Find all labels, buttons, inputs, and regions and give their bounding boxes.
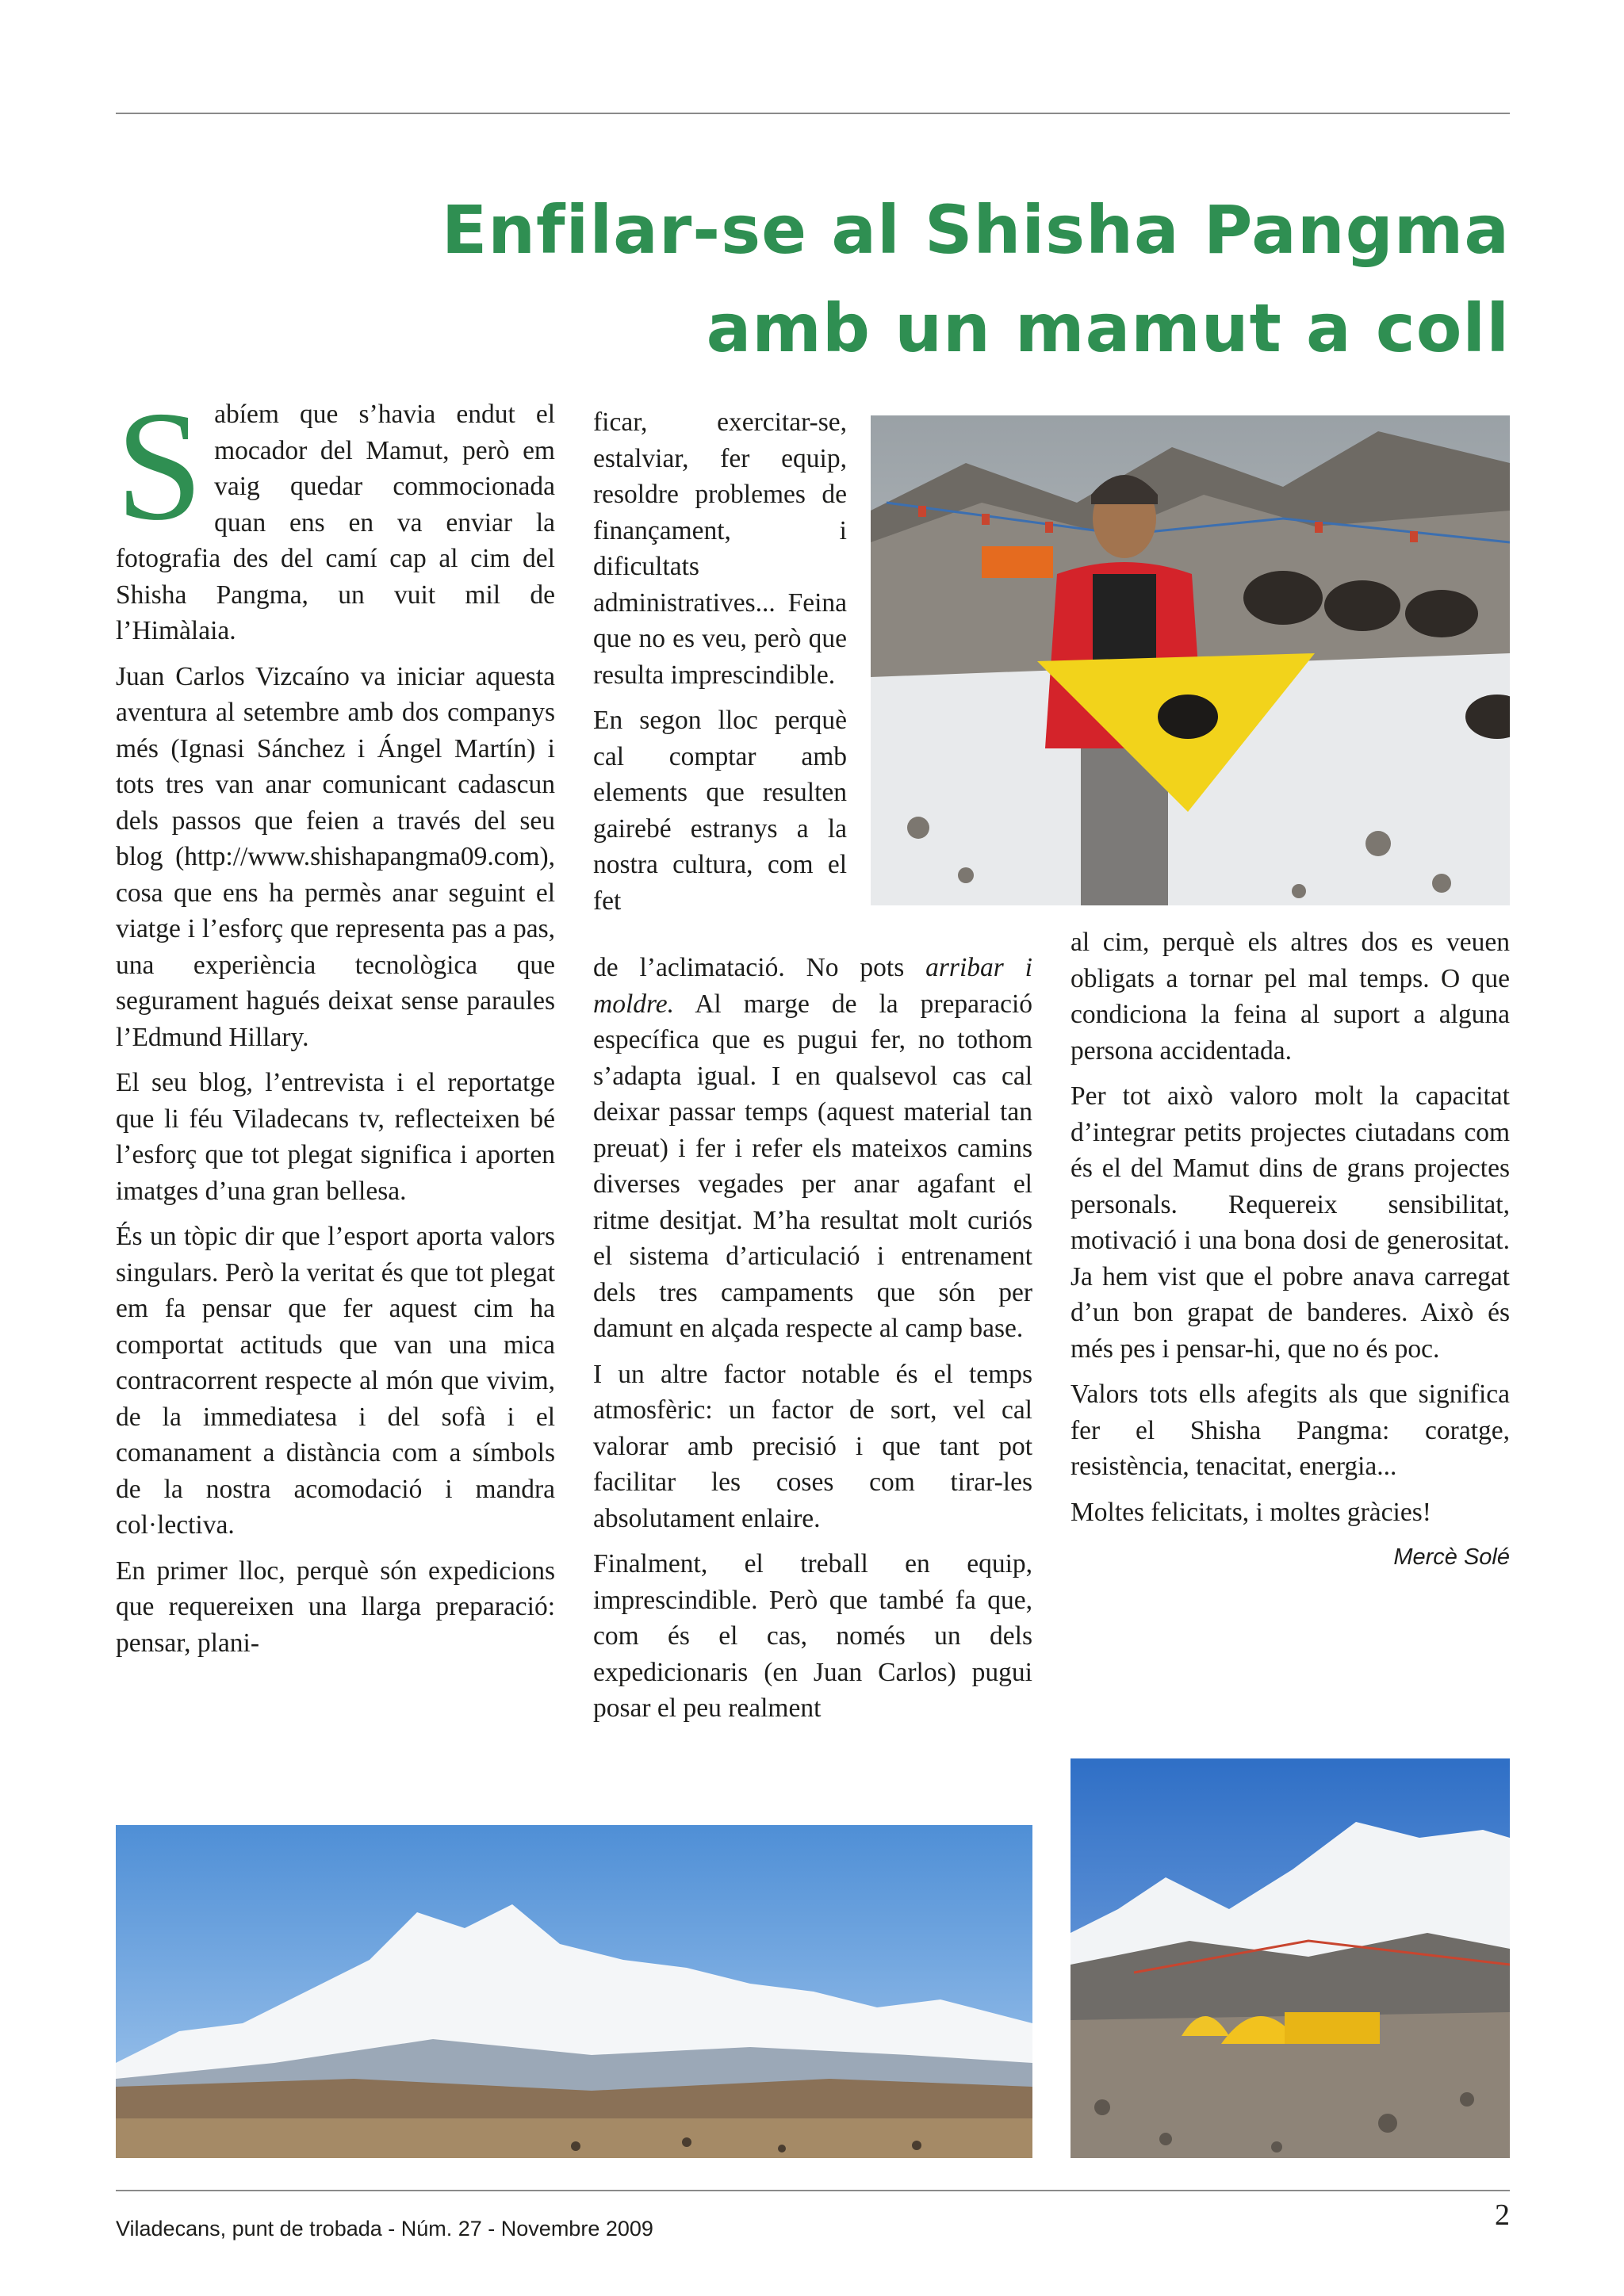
- article-title: [320, 181, 1510, 377]
- top-rule: [116, 113, 1510, 114]
- article-column-2-top: [593, 404, 847, 919]
- title-line-1: Enfilar-se al Shisha Pangma: [441, 191, 1510, 269]
- publication-info: Viladecans, punt de trobada - Núm. 27 - Novembre 2009: [116, 2217, 653, 2241]
- paragraph: I un altre factor notable és el temps atmosfèric: un factor de sort, vel cal valorar amb precisió i que tant pot facilitar les coses com tirar-les absolutament enlaire.: [593, 1359, 1032, 1533]
- paragraph: Moltes felicitats, i moltes gràcies!: [1071, 1497, 1431, 1527]
- paragraph: Juan Carlos Vizcaíno va iniciar aquesta aventura al setembre amb dos companys més (Ignasi Sánchez i Ángel Martín) i tots tres van anar comunicant cadascun dels passos que feien a través del seu blog (http://www.shishapangma09.com), cosa que ens ha permès anar seguint el viatge i l’esforç que representa pas a pas, una experiència tecnològica que segurament hagués deixat sense paraules l’Edmund Hillary.: [116, 661, 555, 1052]
- drop-cap: S: [116, 379, 204, 553]
- base-camp-photo: [1071, 1758, 1510, 2158]
- shisha-pangma-range-photo: [116, 1825, 1032, 2158]
- title-line-2: amb un mamut a coll: [706, 289, 1510, 367]
- paragraph: Finalment, el treball en equip, imprescindible. Però que també fa que, com és el cas, només un dels expedicionaris (en Juan Carlos) pugui posar el peu realment: [593, 1549, 1032, 1723]
- page-number: 2: [1495, 2198, 1510, 2232]
- paragraph: El seu blog, l’entrevista i el reportatge que li féu Viladecans tv, reflecteixen bé l’esforç que tot plegat significa i aporten imatges d’una gran bellesa.: [116, 1068, 555, 1206]
- climber-with-mammoth-flag-photo: [871, 415, 1510, 905]
- paragraph: al cim, perquè els altres dos es veuen obligats a tornar pel mal temps. O que condiciona la feina al suport a alguna persona accidentada.: [1071, 928, 1510, 1066]
- paragraph: Per tot això valoro molt la capacitat d’integrar petits projectes ciutadans com és el del Mamut dins de grans projectes personals. Requereix sensibilitat, motivació i una bona dosi de generositat. Ja hem vist que el pobre anava carregat d’un bon grapat de banderes. Això és més pes i pensar-hi, que no és poc.: [1071, 1081, 1510, 1364]
- article-column-3: [1071, 924, 1510, 1576]
- author-signature: Mercè Solé: [1393, 1544, 1510, 1570]
- paragraph: Valors tots ells afegits als que significa fer el Shisha Pangma: coratge, resistència, tenacitat, energia...: [1071, 1380, 1510, 1481]
- article-column-1: [116, 379, 555, 1670]
- paragraph: En primer lloc, perquè són expedicions que requereixen una llarga preparació: pensar, plani-: [116, 1556, 555, 1658]
- paragraph: ficar, exercitar-se, estalviar, fer equip, resoldre problemes de finançament, i dificultats administratives... Feina que no es veu, però que resulta imprescindible.: [593, 408, 847, 690]
- paragraph: En segon lloc perquè cal comptar amb elements que resulten gairebé estranys a la nostra cultura, com el fet: [593, 706, 847, 916]
- italic-phrase: arribar i moldre.: [593, 953, 1032, 1019]
- paragraph: de l’aclimatació. No pots arribar i moldre. Al marge de la preparació específica que es pugui fer, no tothom s’adapta igual. I en qualsevol cas cal deixar passar temps (aquest material tan preuat) i fer i refer els mateixos camins diverses vegades per anar agafant el ritme desitjat. M’ha resultat molt curiós el sistema d’articulació i entrenament dels tres campaments que són per damunt en alçada respecte al camp base.: [593, 953, 1032, 1343]
- bottom-rule: [116, 2190, 1510, 2191]
- paragraph: Sabíem que s’havia endut el mocador del Mamut, però em vaig quedar commocionada quan ens en va enviar la fotografia des del camí cap al cim del Shisha Pangma, un vuit mil de l’Himàlaia.: [116, 379, 555, 645]
- article-column-2-bottom: [593, 950, 1032, 1736]
- paragraph: És un tòpic dir que l’esport aporta valors singulars. Però la veritat és que tot plegat em fa pensar que fer aquest cim ha comportat actituds que van una mica contracorrent respecte al món que vivim, de la immediatesa i del sofà i el comanament a distància com a símbols de la nostra acomodació i mandra col·lectiva.: [116, 1222, 555, 1540]
